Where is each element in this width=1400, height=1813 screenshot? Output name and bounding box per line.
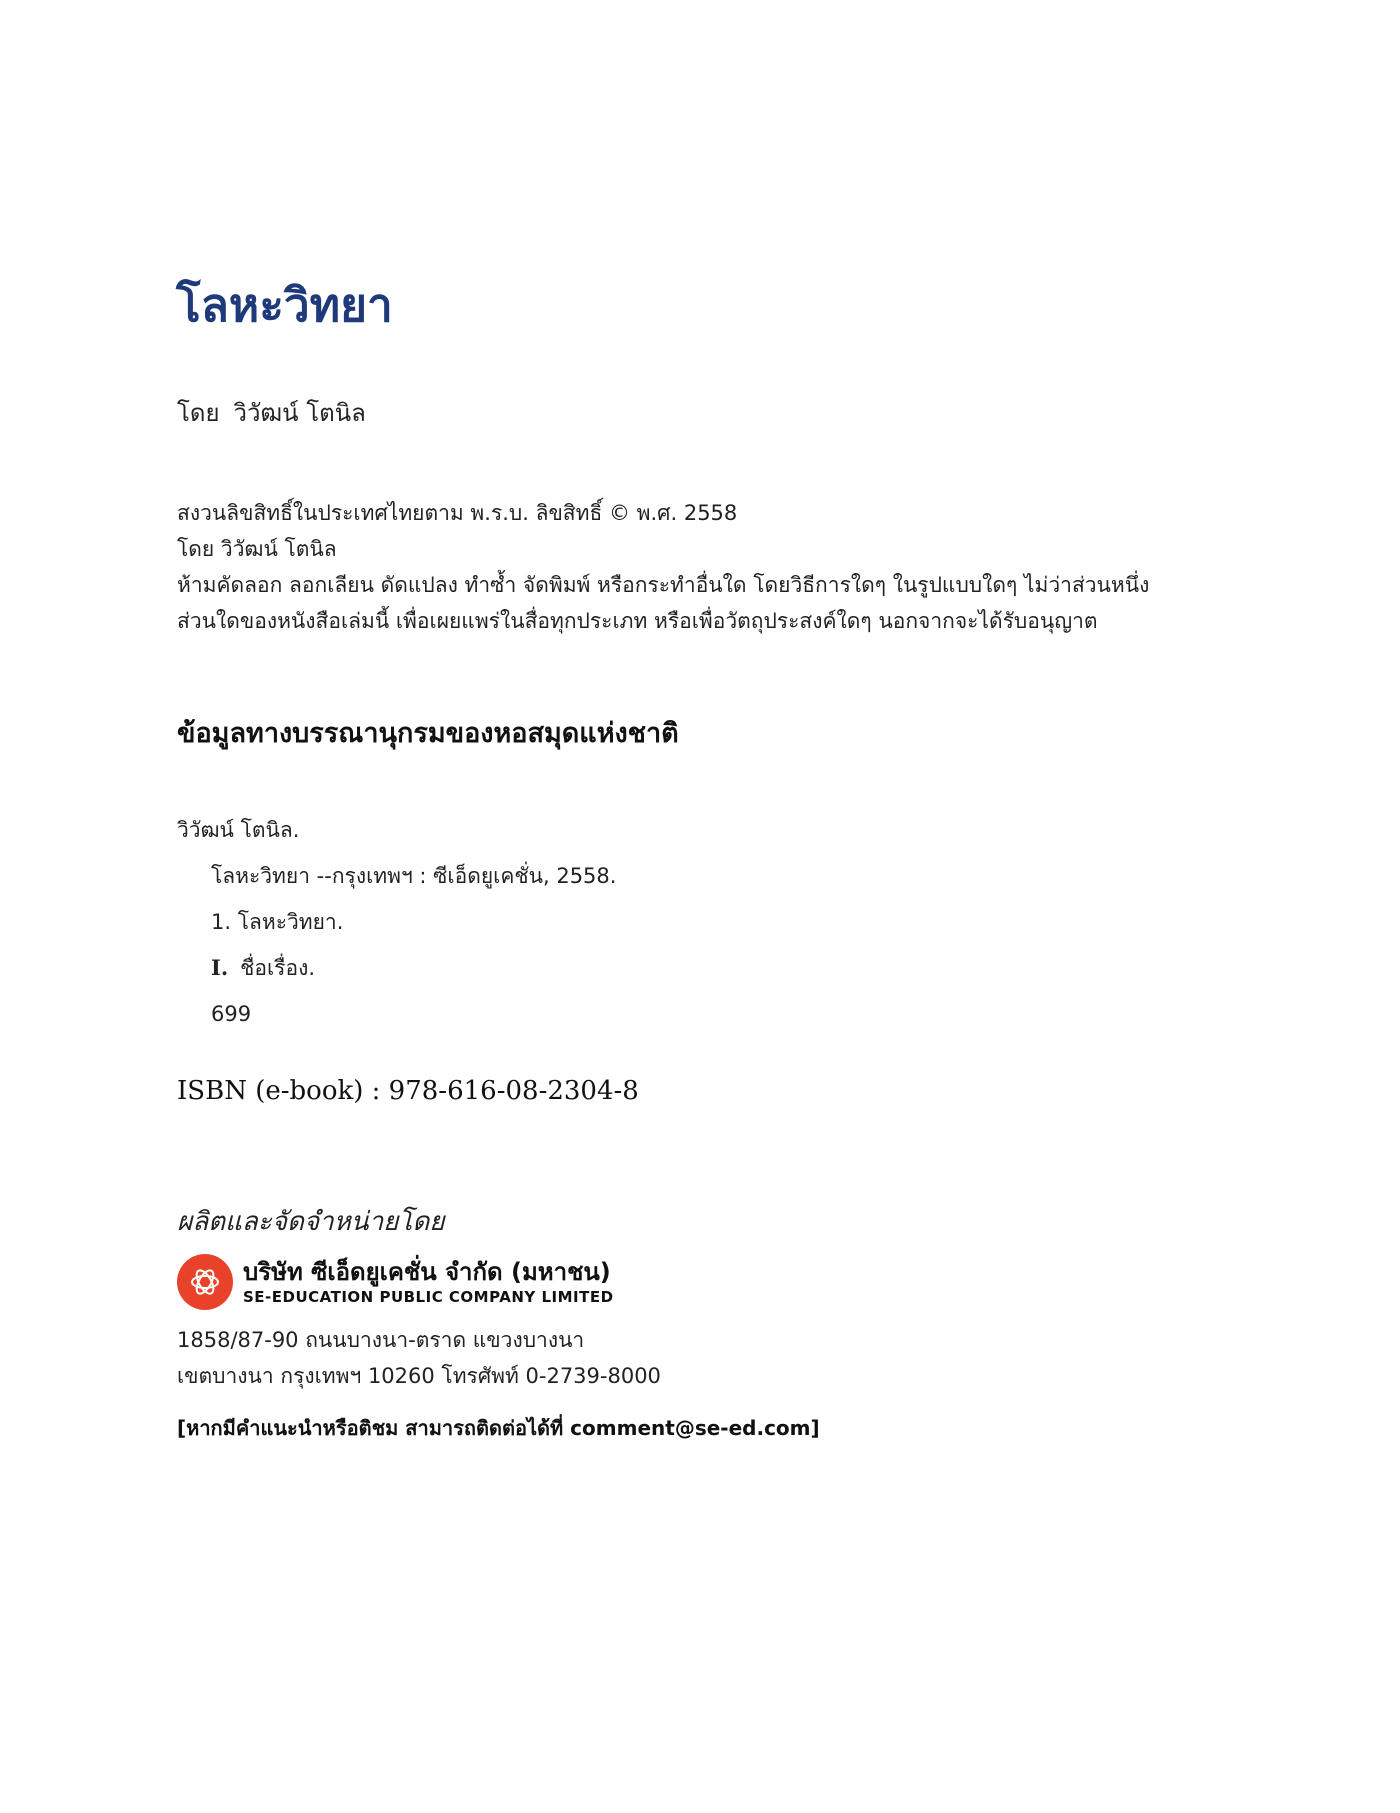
book-title: โลหะวิทยา — [176, 278, 393, 332]
publisher-name-en: SE-EDUCATION PUBLIC COMPANY LIMITED — [243, 1288, 614, 1306]
address-line-1: 1858/87-90 ถนนบางนา-ตราด แขวงบางนา — [177, 1328, 585, 1352]
cip-heading: ข้อมูลทางบรรณานุกรมของหอสมุดแห่งชาติ — [177, 718, 679, 749]
publisher-address — [177, 1322, 661, 1394]
byline — [177, 393, 366, 432]
publisher-name-th: บริษัท ซีเอ็ดยูเคชั่น จำกัด (มหาชน) — [243, 1258, 611, 1286]
publisher-logo — [177, 1252, 614, 1312]
cip-publication: โลหะวิทยา --กรุงเทพฯ : ซีเอ็ดยูเคชั่น, 2558. — [211, 864, 617, 888]
byline-label: โดย — [177, 399, 220, 427]
publisher-logo-icon — [177, 1254, 233, 1310]
distributed-by-label: ผลิตและจัดจำหน่ายโดย — [177, 1207, 445, 1237]
copyright-line: สงวนลิขสิทธิ์ในประเทศไทยตาม พ.ร.บ. ลิขสิทธิ์ © พ.ศ. 2558 — [177, 501, 738, 525]
cip-block — [177, 815, 616, 1045]
cip-title-roman: I. — [211, 955, 229, 980]
copyright-notice — [177, 495, 1149, 639]
cip-author-entry: วิวัฒน์ โตนิล. — [177, 818, 300, 842]
cip-class-number: 699 — [211, 1002, 252, 1026]
cip-title-label: ชื่อเรื่อง. — [240, 956, 316, 980]
address-line-2: เขตบางนา กรุงเทพฯ 10260 โทรศัพท์ 0-2739-8000 — [177, 1364, 661, 1388]
cip-subject: 1. โลหะวิทยา. — [211, 910, 344, 934]
copyright-restriction-line-2: ส่วนใดของหนังสือเล่มนี้ เพื่อเผยแพร่ในสื่อทุกประเภท หรือเพื่อวัตถุประสงค์ใดๆ นอกจากจะได้รับอนุญาต — [177, 609, 1098, 633]
copyright-author-line: โดย วิวัฒน์ โตนิล — [177, 537, 337, 561]
publisher-name — [243, 1257, 614, 1307]
comment-contact: [หากมีคำแนะนำหรือติชม สามารถติดต่อได้ที่ comment@se-ed.com] — [177, 1416, 820, 1440]
isbn: ISBN (e-book) : 978-616-08-2304-8 — [177, 1076, 639, 1106]
cip-title-entry — [177, 953, 616, 999]
author-name: วิวัฒน์ โตนิล — [233, 399, 366, 427]
copyright-restriction-line: ห้ามคัดลอก ลอกเลียน ดัดแปลง ทำซ้ำ จัดพิมพ์ หรือกระทำอื่นใด โดยวิธีการใดๆ ในรูปแบบใดๆ ไม่ว่าส่วนหนึ่ง — [177, 573, 1150, 597]
